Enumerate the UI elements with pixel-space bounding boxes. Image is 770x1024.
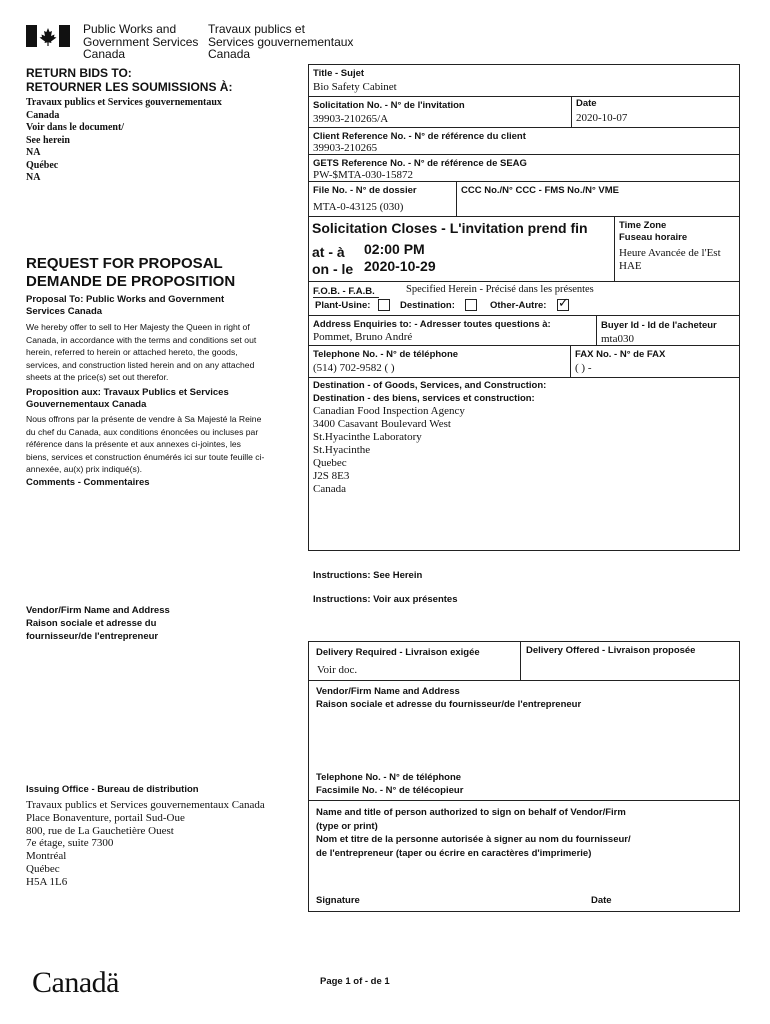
destination-checkbox[interactable] <box>465 299 477 311</box>
vendor-name-label-line-2: Raison sociale et adresse du fournisseur/de l'entrepreneur <box>316 698 582 710</box>
dept-en-line-2: Government Services <box>83 34 199 49</box>
destination-line: St.Hyacinthe Laboratory <box>313 431 422 443</box>
destination-line: Canada <box>313 483 346 495</box>
date-value: 2020-10-07 <box>576 112 628 124</box>
authorized-line-3: Nom et titre de la personne autorisée à signer au nom du fournisseur/ <box>316 834 631 845</box>
gets-label: GETS Reference No. - N° de référence de SEAG <box>313 158 527 169</box>
fax-value: ( ) - <box>575 362 592 374</box>
page-number: Page 1 of - de 1 <box>320 976 390 987</box>
return-bids-line: Travaux publics et Services gouvernementaux <box>26 97 222 108</box>
proposal-to-line-2: Services Canada <box>26 306 103 317</box>
fob-value: Specified Herein - Précisé dans les présentes <box>406 284 594 295</box>
issuing-office-line: H5A 1L6 <box>26 875 68 888</box>
plant-checkbox[interactable] <box>378 299 390 311</box>
telephone-label: Telephone No. - N° de téléphone <box>313 349 459 360</box>
divider <box>308 154 740 155</box>
divider <box>308 216 740 217</box>
request-title-fr: DEMANDE DE PROPOSITION <box>26 273 236 290</box>
divider <box>571 96 572 127</box>
authorized-line-2: (type or print) <box>316 820 378 832</box>
return-bids-address <box>26 97 222 185</box>
issuing-office-address <box>26 799 265 889</box>
divider <box>456 181 457 216</box>
issuing-office-line: Montréal <box>26 850 67 863</box>
issuing-office-line: 800, rue de La Gauchetière Ouest <box>26 824 174 837</box>
divider <box>614 216 615 281</box>
closes-on-label: on - le <box>312 261 354 277</box>
destination-line: Canadian Food Inspection Agency <box>313 405 465 417</box>
issuing-office-line: 7e étage, suite 7300 <box>26 837 114 850</box>
divider <box>308 181 740 182</box>
vendor-left-line-3: fournisseur/de l'entrepreneur <box>26 631 159 642</box>
delivery-offered-field[interactable] <box>524 658 736 678</box>
divider <box>308 680 740 681</box>
divider <box>308 96 740 97</box>
title-value: Bio Safety Cabinet <box>313 81 397 93</box>
other-checkbox[interactable] <box>557 296 569 311</box>
return-bids-line: NA <box>26 172 41 183</box>
telephone-value: (514) 702-9582 ( ) <box>313 362 395 374</box>
vendor-left-line-2: Raison sociale et adresse du <box>26 618 157 629</box>
signature-label: Signature <box>316 895 360 906</box>
closes-title: Solicitation Closes - L'invitation prend fin <box>312 220 588 236</box>
authorized-line-1: Name and title of person authorized to sign on behalf of Vendor/Firm <box>316 807 626 818</box>
issuing-office-line: Place Bonaventure, portail Sud-Oue <box>26 811 185 824</box>
department-name-fr <box>208 23 353 61</box>
file-label: File No. - N° de dossier <box>313 185 417 196</box>
destination-label: Destination: <box>400 300 455 311</box>
destination-line: J2S 8E3 <box>313 470 350 482</box>
checkmark-icon: ✓ <box>558 296 569 311</box>
timezone-label-line-2: Fuseau horaire <box>619 232 688 243</box>
timezone-value <box>619 247 721 273</box>
signature-date-label: Date <box>591 895 612 906</box>
delivery-required-value: Voir doc. <box>317 664 358 676</box>
issuing-office-line: Travaux publics et Services gouvernementaux Canada <box>26 799 265 811</box>
fob-label: F.O.B. - F.A.B. <box>313 286 375 297</box>
timezone-value-line-1: Heure Avancée de l'Est <box>619 247 721 259</box>
return-bids-line: Canada <box>26 109 60 121</box>
instructions-fr: Instructions: Voir aux présentes <box>313 594 458 605</box>
fob-underline <box>313 297 379 298</box>
dept-fr-line-1: Travaux publics et <box>208 22 305 36</box>
destination-heading-line-2: Destination - des biens, services et construction: <box>313 392 535 404</box>
dept-fr-line-3: Canada <box>208 47 251 61</box>
department-name-en <box>83 23 198 61</box>
authorized-person-label <box>316 806 631 860</box>
canada-wordmark-logo: Canadä <box>32 966 119 999</box>
buyer-value: mta030 <box>601 333 634 345</box>
vendor-name-label <box>316 686 581 711</box>
proposal-to-line-1: Proposal To: Public Works and Government <box>26 294 225 305</box>
destination-heading-line-1: Destination - of Goods, Services, and Construction: <box>313 380 547 391</box>
solicitation-label: Solicitation No. - N° de l'invitation <box>313 100 465 111</box>
destination-line: Quebec <box>313 457 347 469</box>
timezone-value-line-2: HAE <box>619 260 642 272</box>
vendor-telephone-label: Telephone No. - N° de téléphone <box>316 772 462 783</box>
return-bids-heading-fr: RETOURNER LES SOUMISSIONS À: <box>26 80 233 94</box>
divider <box>570 345 571 377</box>
vendor-name-label-line-1: Vendor/Firm Name and Address <box>316 686 460 697</box>
divider <box>308 315 740 316</box>
proposition-aux <box>26 387 276 411</box>
other-label: Other-Autre: <box>490 300 547 311</box>
ccc-label: CCC No./N° CCC - FMS No./N° VME <box>461 185 620 196</box>
proposition-line-2: Gouvernementaux Canada <box>26 399 147 410</box>
timezone-label-line-1: Time Zone <box>619 220 667 231</box>
instructions-en: Instructions: See Herein <box>313 570 423 581</box>
address-enquiries-value: Pommet, Bruno André <box>313 331 413 343</box>
destination-line: 3400 Casavant Boulevard West <box>313 418 451 430</box>
timezone-label <box>619 220 687 244</box>
address-enquiries-label: Address Enquiries to: - Adresser toutes questions à: <box>313 319 551 330</box>
destination-address <box>313 405 465 496</box>
proposal-to <box>26 294 276 318</box>
client-ref-value: 39903-210265 <box>313 142 378 154</box>
request-title-en: REQUEST FOR PROPOSAL <box>26 255 223 272</box>
request-title <box>26 255 235 291</box>
vendor-phone-label <box>316 772 463 797</box>
delivery-required-label: Delivery Required - Livraison exigée <box>316 647 480 658</box>
issuing-office-line: Québec <box>26 862 60 875</box>
return-bids-heading <box>26 66 232 94</box>
authorized-person-field[interactable] <box>312 862 736 890</box>
proposition-line-1: Proposition aux: Travaux Publics et Services <box>26 387 229 398</box>
fax-label: FAX No. - N° de FAX <box>575 349 666 360</box>
comments-label: Comments - Commentaires <box>26 477 150 488</box>
vendor-name-field[interactable] <box>312 714 736 766</box>
solicitation-value: 39903-210265/A <box>313 113 389 125</box>
vendor-left-label <box>26 604 170 643</box>
issuing-office-label: Issuing Office - Bureau de distribution <box>26 784 199 795</box>
dept-en-line-3: Canada <box>83 47 126 61</box>
date-label: Date <box>576 98 597 109</box>
divider <box>308 345 740 346</box>
closes-on-value: 2020-10-29 <box>364 258 436 274</box>
return-bids-line: See herein <box>26 134 70 146</box>
dept-en-line-1: Public Works and <box>83 22 177 36</box>
authorized-line-4: de l'entrepreneur (taper ou écrire en caractères d'imprimerie) <box>316 847 592 859</box>
title-label: Title - Sujet <box>313 68 365 79</box>
closes-at-label: at - à <box>312 244 345 260</box>
vendor-left-line-1: Vendor/Firm Name and Address <box>26 605 170 616</box>
return-bids-heading-en: RETURN BIDS TO: <box>26 66 132 80</box>
offer-text-en: We hereby offer to sell to Her Majesty the Queen in right of Canada, in accordance with the terms and conditions set out herein, referred to herein or attached hereto, the goods, services, and construction listed herein and on any attached sheets at the price(s) set out therefor. <box>26 322 257 382</box>
delivery-offered-label: Delivery Offered - Livraison proposée <box>526 645 696 656</box>
client-ref-label: Client Reference No. - N° de référence du client <box>313 131 526 142</box>
divider <box>308 377 740 378</box>
return-bids-line: NA <box>26 147 41 158</box>
canada-flag-icon <box>26 25 70 47</box>
offer-text-fr: Nous offrons par la présente de vendre à Sa Majesté la Reine du chef du Canada, aux conditions énoncées ou incluses par référence dans la présente et aux annexes ci-jointes, les biens, services et construction énumérés ici sur toute feuille ci-annexée, au(x) prix indiqué(s). <box>26 414 265 474</box>
destination-line: St.Hyacinthe <box>313 444 371 456</box>
return-bids-line: Voir dans le document/ <box>26 122 125 133</box>
buyer-label: Buyer Id - Id de l'acheteur <box>601 320 717 331</box>
divider <box>596 315 597 345</box>
divider <box>520 641 521 680</box>
divider <box>308 800 740 801</box>
divider <box>308 127 740 128</box>
vendor-facsimile-label: Facsimile No. - N° de télécopieur <box>316 784 464 796</box>
file-value: MTA-0-43125 (030) <box>313 201 404 213</box>
plant-label: Plant-Usine: <box>315 300 371 311</box>
dept-fr-line-2: Services gouvernementaux <box>208 34 354 49</box>
divider <box>308 281 740 282</box>
closes-at-value: 02:00 PM <box>364 241 425 257</box>
gets-value: PW-$MTA-030-15872 <box>313 169 413 181</box>
return-bids-line: Québec <box>26 159 59 171</box>
destination-heading <box>313 380 546 405</box>
